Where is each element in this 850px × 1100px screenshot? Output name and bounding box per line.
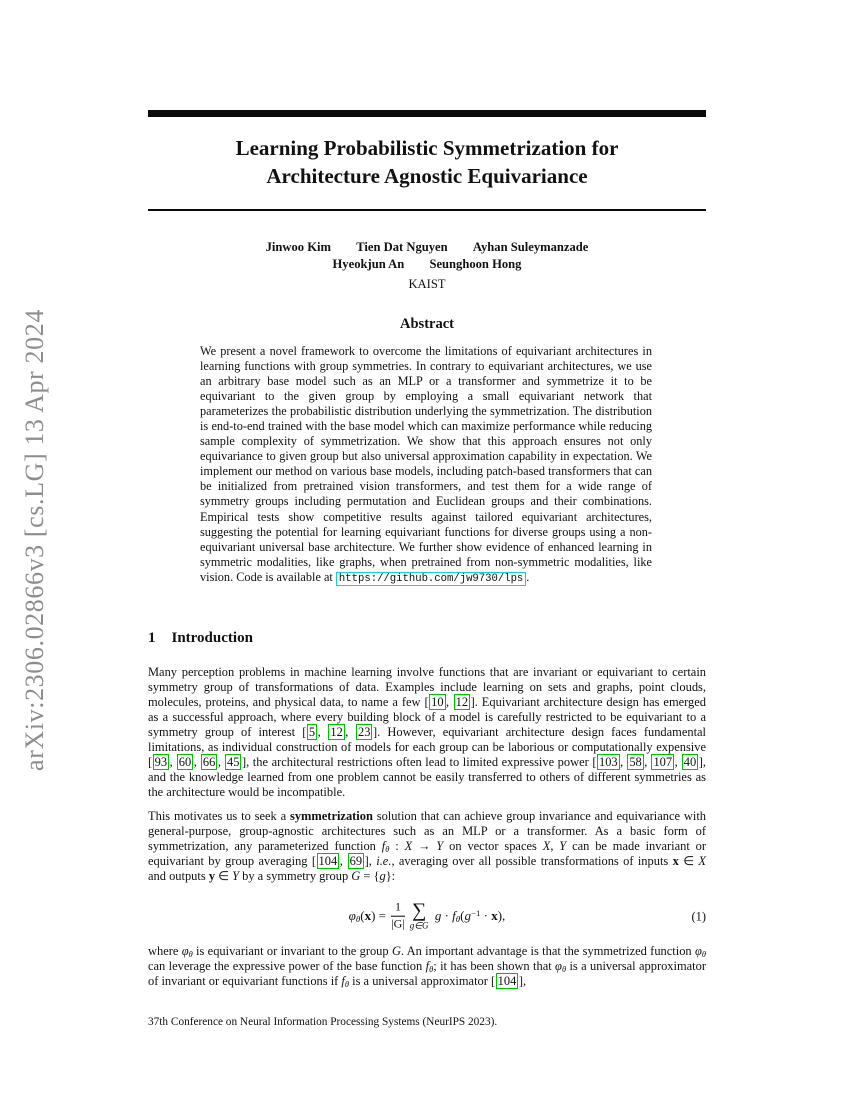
citation-link[interactable]: 10 [431, 694, 444, 709]
text-segment: g [434, 907, 442, 923]
text-segment: φ [694, 944, 702, 958]
text-segment: y [208, 868, 216, 883]
summation-symbol: ∑ g∈G [409, 900, 429, 931]
abstract-text: We present a novel framework to overcome the limitations of equivariant architectures in learning functions with group symmetries. In contrary to equivariant architectures, we use an arbitrary base model such as an MLP or a transformer and symmetrize it to be equivariant to the given group by employing a small equivariant network that parameterizes the probabilistic distribution underlying the symmetrization. The distribution is end-to-end trained with the base model which can maximize performance while reducing sample complexity of symmetrization. We show that this approach ensures not only equivariance to given group but also universal approximation capability in expectation. We implement our method on various base models, including patch-based transformers that can be initialized from pretrained vision transformers, and test them for a wide range of symmetry groups including permutation and Euclidean groups and their combinations. Empirical tests show competitive results against tailored equivariant architectures, suggesting the potential for learning equivariant functions for diverse groups using a non-equivariant universal base architecture. We further show evidence of enhanced learning in symmetric modalities, like graphs, when pretrained from non-symmetric modalities, like vision. Code is available at https://github.com/jw9730/lps . [200, 344, 652, 585]
text-segment: f [452, 907, 456, 923]
intro-paragraph-3: where $\varphi_\theta$ is equivariant or invariant to the group G. An important advantage is that the symmetrized function $\varphi_\theta$ can leverage the expressive power of the base function $f_\theta$; it has been shown that $\varphi_\theta$ is a universal approximator of invariant or equivariant functions if $f_\theta$ is a universal approximator [ 104 ], [148, 944, 706, 990]
text-segment: θ [561, 964, 567, 975]
text-segment: i.e. [376, 853, 392, 868]
text-segment: θ [429, 964, 434, 975]
citation-link[interactable]: 104 [497, 973, 517, 988]
paper-title-line1: Learning Probabilistic Symmetrization for [235, 136, 619, 160]
abstract-heading: Abstract [400, 316, 454, 332]
conference-footnote: 37th Conference on Neural Information Processing Systems (NeurIPS 2023). [148, 1016, 498, 1028]
title-separator-rule [148, 209, 706, 211]
text-segment: g [379, 868, 386, 883]
section-heading-introduction [148, 630, 706, 647]
citation-link[interactable]: 103 [598, 754, 618, 769]
citation-link[interactable]: 12 [455, 694, 469, 709]
author-line-1: Jinwoo Kim Tien Dat Nguyen Ayhan Suleymanzade [265, 240, 589, 254]
intro-paragraph-2: This motivates us to seek a symmetrization solution that can achieve group invariance and equivariance with general-purpose, group-agnostic architectures such as an MLP or a transformer. As a basic form of symmetrization, any parameterized function $f_\theta$ : X → Y on vector spaces X, Y can be made invariant or equivariant by group averaging [ 104 , 69 ], i.e., averaging over all possible transformations of inputs x ∈ X and outputs y ∈ Y by a symmetry group G = {g}: [148, 809, 707, 883]
text-segment: Y [436, 838, 444, 853]
equation-number: (1) [691, 909, 706, 924]
citation-link[interactable]: 66 [202, 754, 216, 769]
citation-link[interactable]: 93 [154, 754, 168, 769]
affiliation: KAIST [408, 277, 446, 291]
equation-1 [148, 893, 706, 941]
text-segment: G [391, 944, 401, 958]
text-segment: θ [355, 914, 361, 925]
text-segment: x [364, 907, 372, 923]
citation-link[interactable]: 45 [227, 754, 240, 769]
text-segment: θ [188, 949, 193, 960]
text-segment: θ [455, 914, 461, 925]
fraction: $\frac{1}{|G|}$ [391, 899, 405, 931]
text-segment: Y [559, 838, 567, 853]
section-number: 1 [148, 630, 156, 646]
citation-link[interactable]: 40 [683, 754, 697, 769]
citation-link[interactable]: 69 [349, 853, 363, 868]
text-segment: X [404, 838, 413, 853]
citation-link[interactable]: 107 [653, 754, 673, 769]
citation-link[interactable]: 12 [330, 724, 343, 739]
text-segment: φ [348, 907, 356, 923]
text-segment: φ [555, 958, 562, 973]
text-segment: x [491, 907, 498, 923]
text-segment: φ [181, 944, 189, 958]
citation-link[interactable]: 60 [178, 754, 192, 769]
text-segment: θ [385, 844, 390, 855]
arxiv-watermark: arXiv:2306.02866v3 [cs.LG] 13 Apr 2024 [20, 309, 49, 771]
paper-title [148, 134, 706, 190]
text-segment: θ [344, 979, 350, 990]
author-line-2: Hyeokjun An Seunghoon Hong [332, 256, 522, 271]
author-block [148, 239, 706, 293]
top-rule [148, 110, 706, 117]
paper-content-column [148, 0, 706, 1100]
citation-link[interactable]: 58 [629, 754, 642, 769]
text-segment: f [381, 838, 386, 853]
citation-link[interactable]: 104 [318, 853, 338, 868]
section-title: Introduction [171, 630, 253, 646]
equation-body: $\varphi_\theta(x)$ = $\frac{1}{|G|}$ ∑ g∈G $g \cdot f_\theta(g^{-1} \cdot x)$, [348, 899, 506, 931]
text-segment: f [341, 973, 345, 988]
citation-link[interactable]: 23 [358, 724, 371, 739]
text-segment: G [351, 868, 361, 883]
paper-title-line2: Architecture Agnostic Equivariance [266, 164, 588, 188]
text-segment: f [425, 958, 430, 973]
text-segment: X [542, 838, 551, 853]
text-segment: θ [701, 949, 706, 960]
text-segment: −1 [470, 908, 481, 919]
text-segment: x [672, 853, 679, 868]
intro-paragraph-1: Many perception problems in machine learning involve functions that are invariant or equivariant to certain symmetry group of transformations of data. Examples include learning on sets and graphs, point clouds, molecules, proteins, and physical data, to name a few [ 10 , 12 ]. Equivariant architecture design has emerged as a successful approach, where every building block of a model is carefully restricted to be equivariant to a symmetry group of interest [ 5 , 12 , 23 ]. However, equivariant architecture design faces fundamental limitations, as individual construction of models for each group can be laborious or computationally expensive [ 93 , 60 , 66 , 45 ], the architectural restrictions often lead to limited expressive power [ 103 , 58 , 107 , 40 ], and the knowledge learned from one problem cannot be easily transferred to others of different symmetries as the architecture would be incompatible. [148, 665, 707, 799]
text-segment: g [464, 907, 471, 923]
text-segment: Y [232, 868, 240, 883]
text-segment: symmetrization [290, 809, 373, 823]
citation-link[interactable]: 5 [308, 724, 316, 739]
text-segment: X [698, 853, 706, 868]
code-url-link[interactable]: https://github.com/jw9730/lps [336, 572, 526, 586]
